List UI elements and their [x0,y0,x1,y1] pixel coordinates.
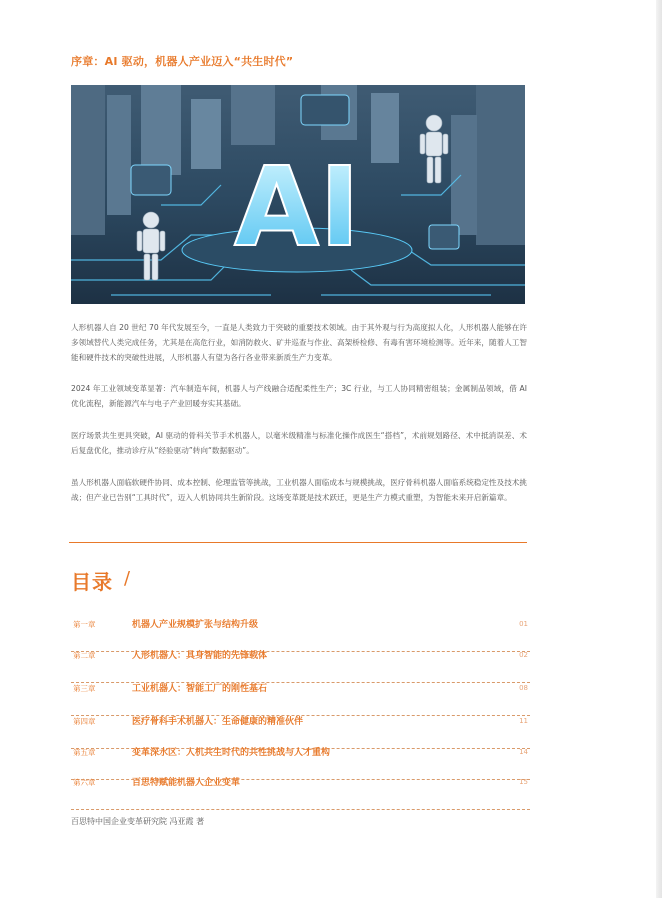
section-divider [69,542,527,543]
preface-paragraph-1: 人形机器人自 20 世纪 70 年代发展至今，一直是人类致力于突破的重要技术领域。由于其外观与行为高度拟人化，人形机器人能够在许多领域替代人类完成任务，尤其是在高危行业，如消防救火、矿井巡查与作业、高架桥检修、有毒有害环境检测等。近年来，随着人工智能和硬件技术的突破性进展，人形机器人有望为各行各业带来新质生产力变革。 [71,323,527,362]
toc-item[interactable] [71,683,530,716]
toc-chapter-title: 工业机器人：智能工厂的刚性基石 [132,684,268,694]
toc-item[interactable] [71,777,530,810]
page-edge [656,0,662,898]
toc-chapter-title: 人形机器人：具身智能的先锋载体 [132,651,268,661]
preface-paragraph-4: 虽人形机器人面临软硬件协同、成本控制、伦理监管等挑战，工业机器人面临成本与规模挑战，医疗骨科机器人面临系统稳定性及技术挑战；但产业已告别“工具时代”，迈入人机协同共生新阶段。这场变革既是技术跃迁，更是生产力模式重塑，为智能未来开启新篇章。 [71,478,527,502]
toc-page-number: 15 [519,778,528,786]
toc-title-slash: / [124,568,131,589]
hero-ai-text: AI [233,143,361,271]
toc-chapter-title: 变革深水区：人机共生时代的共性挑战与人才重构 [132,748,331,758]
toc-chapter: 第五章 [73,748,96,757]
toc-page-number: 08 [519,684,528,692]
toc-chapter-title: 百思特赋能机器人企业变革 [132,778,241,788]
toc-page-number: 02 [519,651,528,659]
toc-chapter: 第四章 [73,717,96,726]
author-credit: 百思特中国企业变革研究院 冯亚霞 著 [71,817,205,826]
toc-chapter-title: 机器人产业规模扩张与结构升级 [132,620,259,630]
toc-page-number: 11 [519,717,528,725]
preface-title: 序章：AI 驱动，机器人产业迈入“共生时代” [71,55,294,68]
toc-chapter: 第六章 [73,778,96,787]
toc-item[interactable] [71,650,530,683]
toc-page-number: 01 [519,620,528,628]
preface-paragraph-2: 2024 年工业领域变革显著：汽车制造车间，机器人与产线融合适配柔性生产；3C 行业，与工人协同精密组装；金属制品领域，借 AI 优化流程，新能源汽车与电子产业回暖夯实其基础。 [71,384,527,408]
toc-chapter: 第三章 [73,684,96,693]
preface-paragraph-3: 医疗场景共生更具突破，AI 驱动的骨科关节手术机器人，以毫米级精准与标准化操作成医生“搭档”，术前规划路径、术中抵消误差、术后复盘优化，推动诊疗从“经验驱动”转向“数据驱动”。 [71,431,527,455]
hero-image [71,85,525,304]
toc-chapter: 第二章 [73,651,96,660]
toc-page-number: 14 [519,748,528,756]
toc-title: 目录 [71,570,113,594]
toc-chapter: 第一章 [73,620,96,629]
toc-chapter-title: 医疗骨科手术机器人：生命健康的精准伙伴 [132,717,304,727]
